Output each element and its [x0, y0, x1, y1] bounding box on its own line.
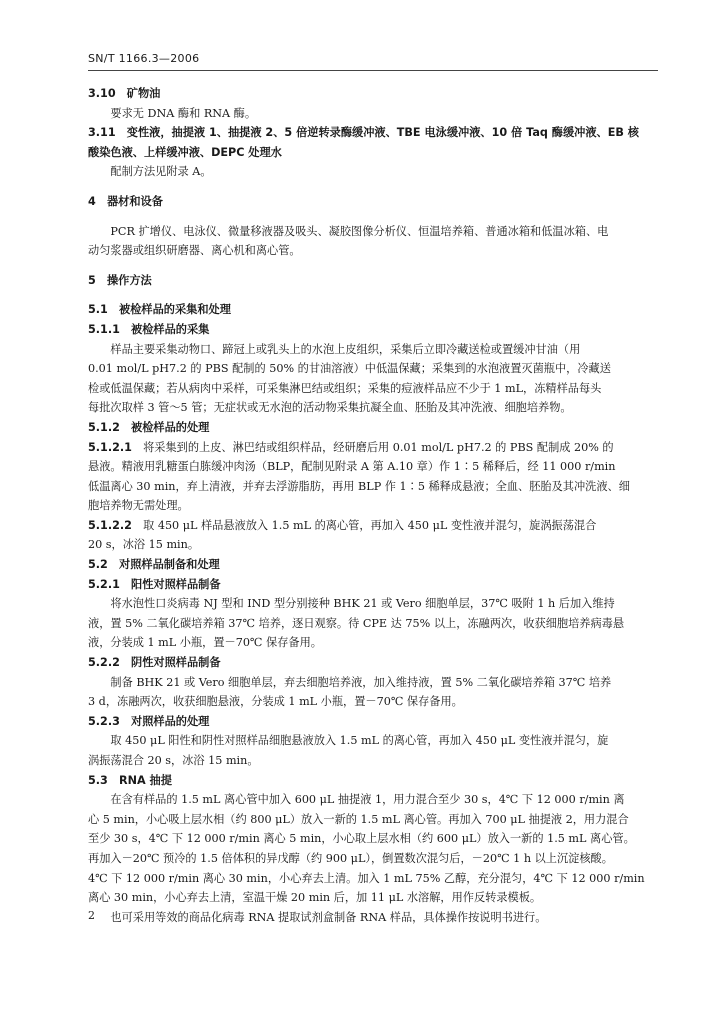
section-heading: 5 操作方法: [88, 273, 152, 287]
paragraph-gap: [88, 182, 660, 192]
body-continuation-line: 动匀浆器或组织研磨器、离心机和离心管。: [88, 244, 301, 258]
clause-text: 将采集到的上皮、淋巴结或组织样品，经研磨后用 0.01 mol/L pH7.2 的 PBS 配制成 20% 的: [131, 440, 614, 454]
header-rule: [88, 70, 658, 71]
body-continuation-line: 离心 30 min，小心弃去上清，室温干燥 20 min 后，加 11 μL 水溶解，用作反转录模板。: [88, 891, 542, 905]
body-continuation-line: 液，分装成 1 mL 小瓶，置－70℃ 保存备用。: [88, 636, 322, 650]
clause-number: 5.1.2.2: [88, 518, 132, 532]
body-continuation-line: 3 d，冻融两次，收获细胞悬液，分装成 1 mL 小瓶，置－70℃ 保存备用。: [88, 695, 463, 709]
body-paragraph-line: 在含有样品的 1.5 mL 离心管中加入 600 μL 抽提液 1，用力混合至少 30 s，4℃ 下 12 000 r/min 离: [110, 793, 625, 807]
body-paragraph-line: 制备 BHK 21 或 Vero 细胞单层，弃去细胞培养液，加入维持液，置 5% 二氧化碳培养箱 37℃ 培养: [110, 675, 612, 689]
body-continuation-line: 再加入－20℃ 预冷的 1.5 倍体积的异戊醇（约 900 μL），倒置数次混匀后，－20℃ 1 h 以上沉淀核酸。: [88, 851, 613, 865]
section-heading: 5.3 RNA 抽提: [88, 773, 172, 787]
body-continuation-line: 心 5 min，小心吸上层水相（约 800 μL）放入一新的 1.5 mL 离心管。再加入 700 μL 抽提液 2，用力混合: [88, 812, 629, 826]
section-heading: 酸染色液、上样缓冲液、DEPC 处理水: [88, 145, 282, 159]
body-paragraph-line: 也可采用等效的商品化病毒 RNA 提取试剂盒制备 RNA 样品，具体操作按说明书进行。: [110, 910, 547, 924]
body-continuation-line: 胞培养物无需处理。: [88, 499, 189, 513]
section-heading: 5.1.1 被检样品的采集: [88, 322, 210, 336]
body-paragraph-line: 取 450 μL 阳性和阴性对照样品细胞悬液放入 1.5 mL 的离心管，再加入 450 μL 变性液并混匀，旋: [110, 734, 609, 748]
clause-text: 取 450 μL 样品悬液放入 1.5 mL 的离心管，再加入 450 μL 变性液并混匀，旋涡振荡混合: [131, 518, 597, 532]
body-continuation-line: 低温离心 30 min，弃上清液，并弃去浮游脂肪，再用 BLP 作 1∶5 稀释成悬液；全血、胚胎及其冲洗液、细: [88, 479, 630, 493]
section-heading: 4 器材和设备: [88, 194, 163, 208]
section-heading: 3.10 矿物油: [88, 87, 161, 100]
numbered-clause: [88, 516, 660, 536]
body-continuation-line: 检或低温保藏；若从病肉中采样，可采集淋巴结或组织；采集的痘液样品应不少于 1 mL，冻精样品每头: [88, 381, 602, 395]
paragraph-gap: [88, 290, 660, 300]
body-paragraph-line: 配制方法见附录 A。: [110, 165, 212, 179]
numbered-clause: [88, 438, 660, 458]
section-heading: 5.2.3 对照样品的处理: [88, 714, 210, 728]
body-continuation-line: 液，置 5% 二氧化碳培养箱 37℃ 培养，逐日观察。待 CPE 达 75% 以上，冻融两次，收获细胞培养病毒悬: [88, 616, 625, 630]
clause-number: 5.1.2.1: [88, 440, 132, 454]
section-heading: 5.2.2 阴性对照样品制备: [88, 656, 221, 670]
body-paragraph-line: 将水泡性口炎病毒 NJ 型和 IND 型分别接种 BHK 21 或 Vero 细胞单层，37℃ 吸附 1 h 后加入维持: [110, 597, 615, 611]
paragraph-gap: [88, 212, 660, 222]
body-continuation-line: 0.01 mol/L pH7.2 的 PBS 配制的 50% 的甘油溶液）中低温保藏；采集到的水泡液置灭菌瓶中，冷藏送: [88, 362, 611, 376]
section-heading: 3.11 变性液，抽提液 1、抽提液 2、5 倍逆转录酶缓冲液、TBE 电泳缓冲液、10 倍 Taq 酶缓冲液、EB 核: [88, 126, 639, 140]
section-heading: 5.2 对照样品制备和处理: [88, 558, 220, 572]
doc-code-header: SN/T 1166.3—2006: [88, 52, 200, 65]
body-continuation-line: 4℃ 下 12 000 r/min 离心 30 min，小心弃去上清。加入 1 mL 75% 乙醇，充分混匀，4℃ 下 12 000 r/min: [88, 871, 645, 885]
section-heading: 5.1 被检样品的采集和处理: [88, 303, 231, 317]
page-number: 2: [88, 909, 95, 922]
body-paragraph-line: 要求无 DNA 酶和 RNA 酶。: [110, 106, 257, 120]
section-heading: 5.2.1 阳性对照样品制备: [88, 577, 221, 591]
body-continuation-line: 悬液。精液用乳糖蛋白胨缓冲肉汤（BLP，配制见附录 A 第 A.10 章）作 1∶5 稀释后，经 11 000 r/min: [88, 460, 616, 474]
paragraph-gap: [88, 261, 660, 271]
body-paragraph-line: PCR 扩增仪、电泳仪、微量移液器及吸头、凝胶图像分析仪、恒温培养箱、普通冰箱和低温冰箱、电: [110, 224, 609, 238]
document-body: [88, 84, 660, 927]
body-continuation-line: 每批次取样 3 管～5 管；无症状或无水泡的活动物采集抗凝全血、胚胎及其冲洗液、细胞培养物。: [88, 401, 572, 415]
body-continuation-line: 至少 30 s，4℃ 下 12 000 r/min 离心 5 min，小心取上层水相（约 600 μL）放入一新的 1.5 mL 离心管。: [88, 832, 635, 846]
body-paragraph-line: 样品主要采集动物口、蹄冠上或乳头上的水泡上皮组织，采集后立即冷藏送检或置缓冲甘油（用: [110, 342, 581, 356]
body-continuation-line: 涡振荡混合 20 s，冰浴 15 min。: [88, 754, 259, 767]
section-heading: 5.1.2 被检样品的处理: [88, 420, 210, 434]
body-continuation-line: 20 s，冰浴 15 min。: [88, 538, 200, 552]
